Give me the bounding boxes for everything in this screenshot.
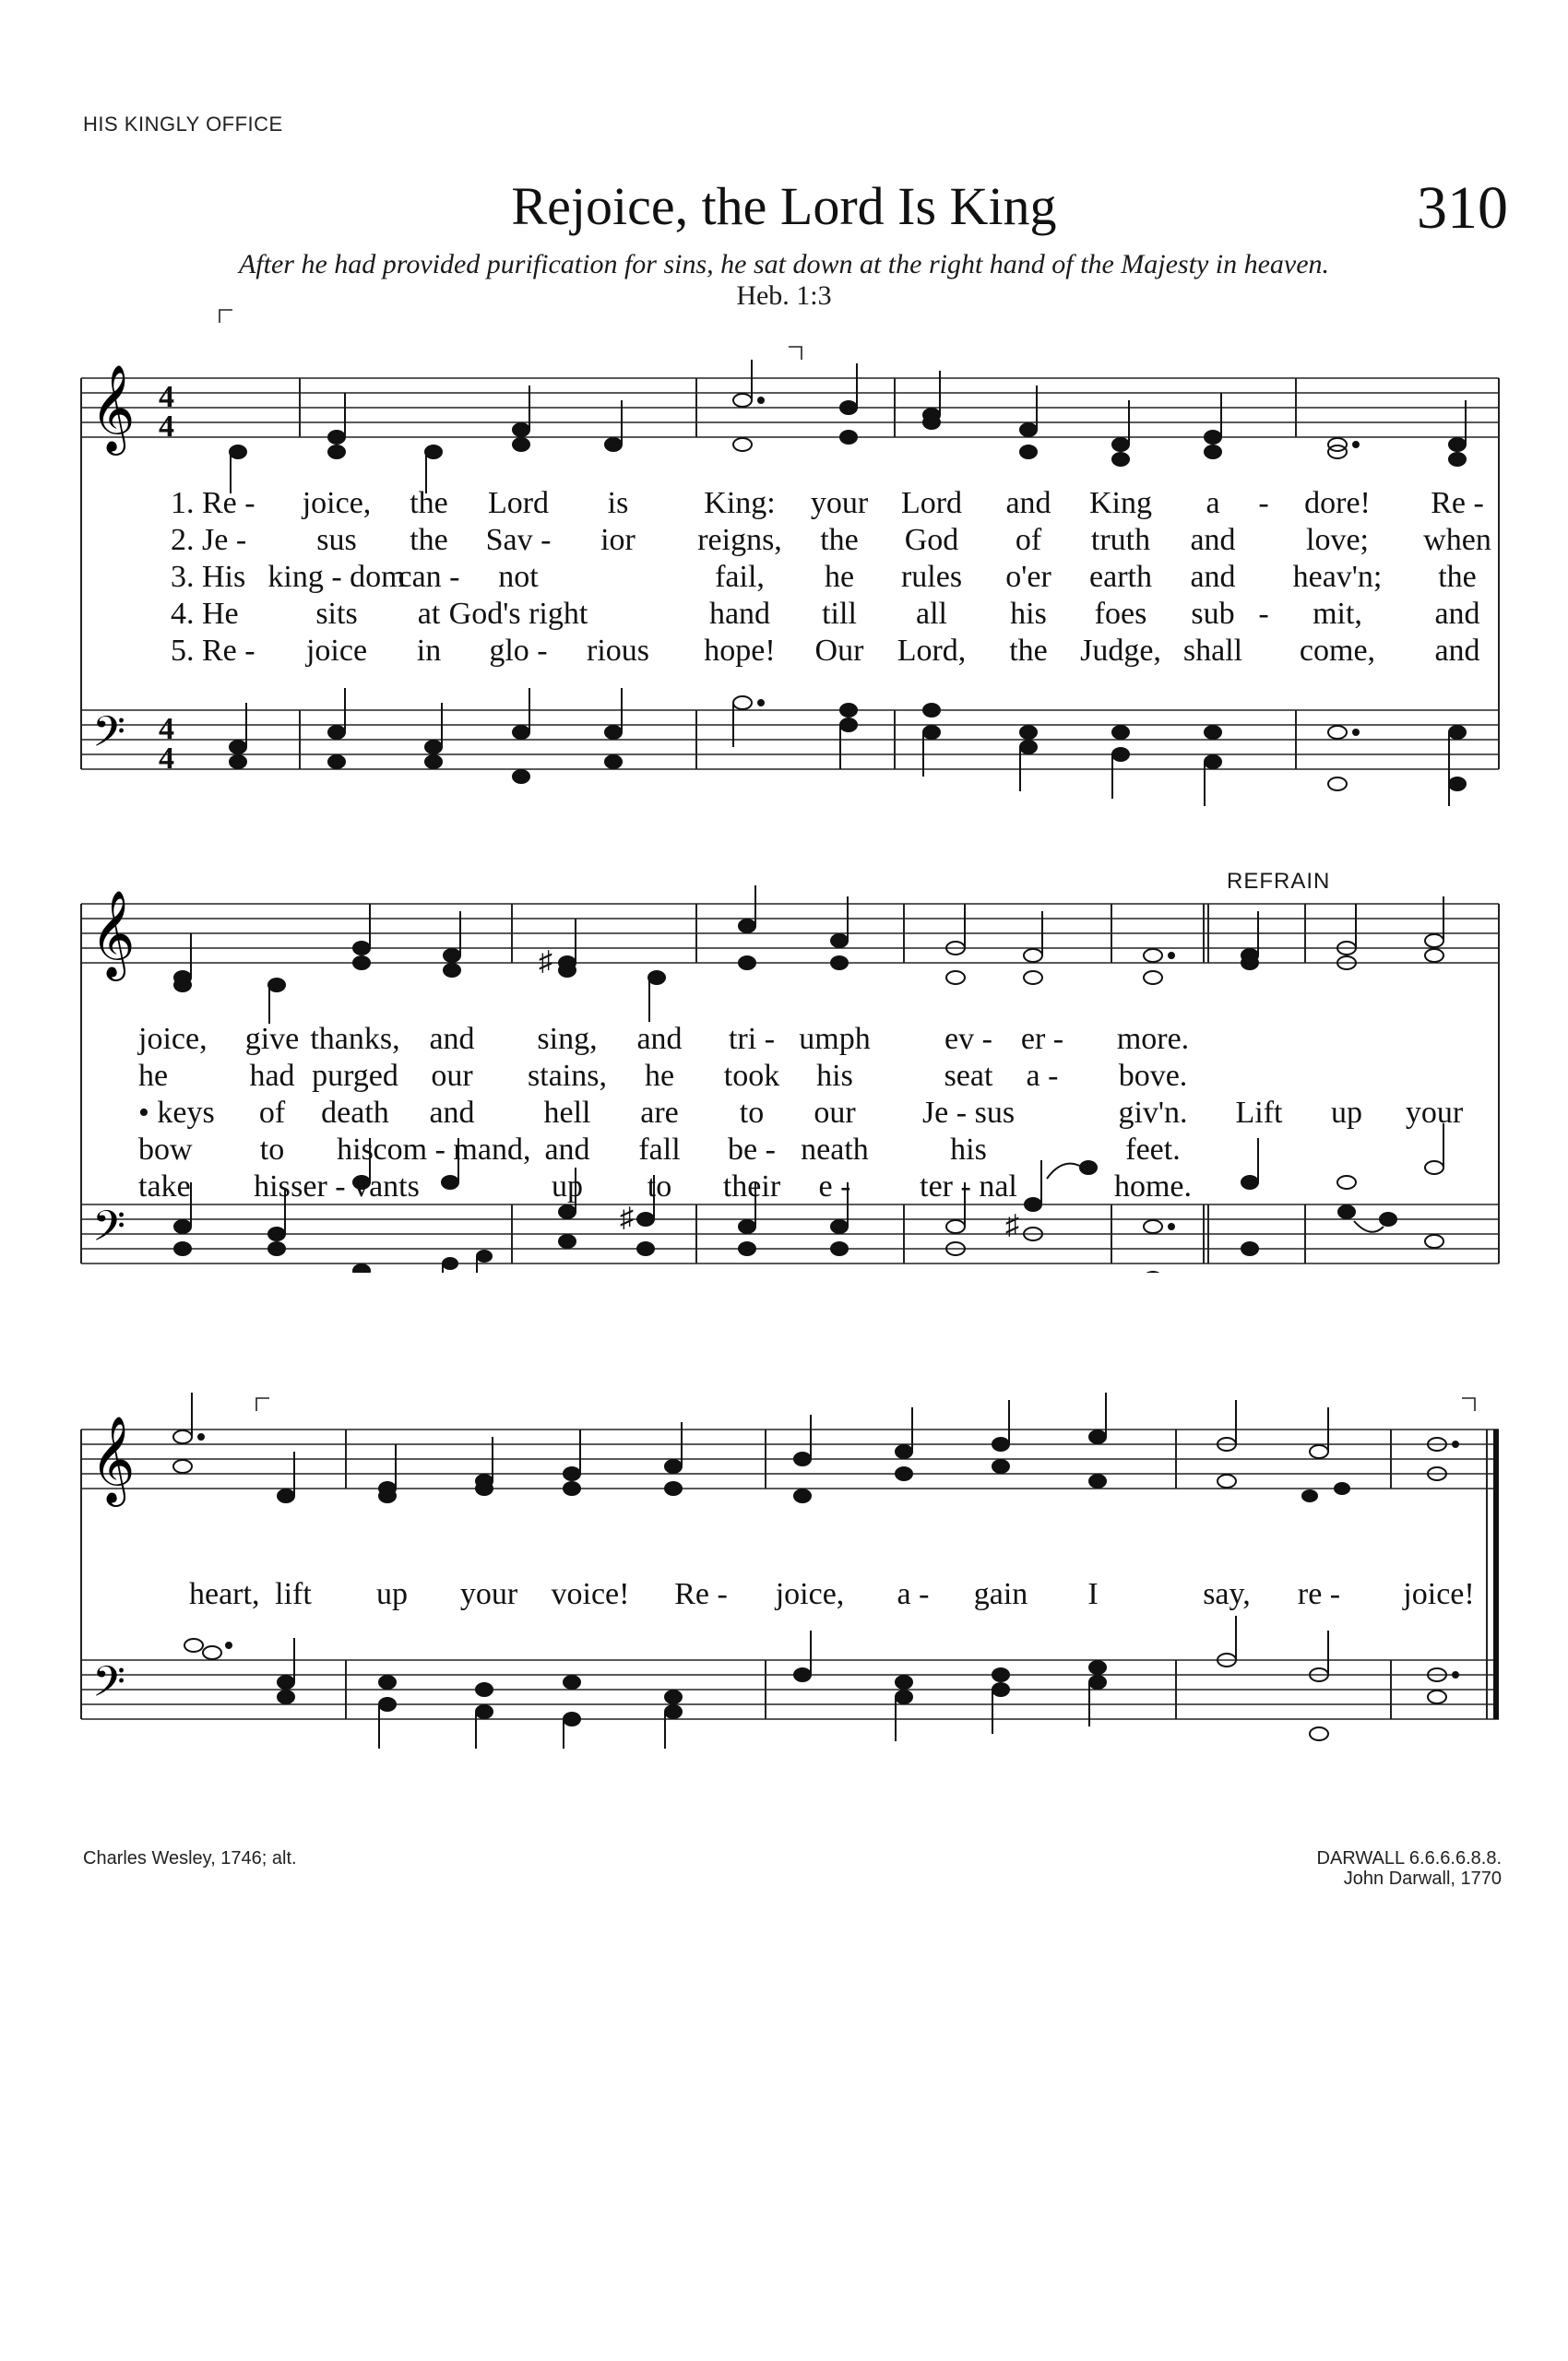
bass-clef-icon: 𝄢 [92,1202,126,1262]
lyric-syllable-verse-2: God [904,523,959,557]
lyric-syllable-verse-4: be - [728,1133,776,1167]
treble-clef-icon: 𝄞 [90,364,136,452]
epigraph-text: After he had provided purification for sins, he sat down at the right hand of the Majesty in heaven. [238,249,1330,279]
lyric-syllable-verse-3: • keys [138,1096,215,1130]
system-2-music [0,885,1568,1273]
lyric-syllable-verse-3: earth [1089,560,1152,594]
lyric-syllable-verse-5: ter - nal [920,1169,1017,1204]
lyric-syllable-verse-3: our [814,1096,856,1130]
lyric-syllable-verse-4: feet. [1125,1133,1181,1167]
lyric-syllable-verse-1: the [410,486,448,520]
lyric-syllable-verse-2: Sav - [485,523,552,557]
lyric-syllable-verse-5: in [416,634,442,668]
text-credit: Charles Wesley, 1746; alt. [83,1848,297,1869]
lyric-syllable-verse-3: heav'n; [1292,560,1383,594]
system-3-treble-notes [173,1393,1458,1502]
system-2-treble-staff [81,904,1499,963]
lyric-syllable-verse-5: Judge, [1080,634,1161,668]
lyric-syllable: gain [973,1577,1028,1611]
lyric-syllable-verse-1: - [1258,486,1269,520]
lyric-syllable-verse-2: and [1190,523,1236,557]
system-3-music [0,1383,1568,1752]
lyric-syllable-verse-4: all [916,597,947,631]
lyric-syllable-verse-2: his [816,1059,853,1093]
lyric-syllable-verse-1: is [607,486,629,520]
treble-clef-icon: 𝄞 [90,1416,136,1503]
lyric-syllable-verse-4: his [1010,597,1047,631]
lyric-syllable-verse-3: hell [543,1096,591,1130]
lyric-syllable: say, [1203,1577,1251,1611]
treble-clef-icon: 𝄞 [90,890,136,978]
lyric-syllable-verse-2: when [1423,523,1491,557]
lyric-syllable-verse-2: of [1015,523,1042,557]
lyric-syllable-verse-3: to [739,1096,765,1130]
lyric-syllable-verse-2: he [138,1059,169,1093]
lyric-syllable-verse-1: Lord [900,486,963,520]
lyric-syllable-verse-2: truth [1090,523,1151,557]
system-2-bass-staff [81,1204,1499,1264]
lyric-syllable: joice, [775,1577,845,1611]
lyric-syllable-verse-2: the [410,523,448,557]
lyric-syllable-verse-3: 3. His [171,560,246,594]
lyric-syllable-verse-5: take [138,1169,191,1204]
lyric-syllable-verse-1: ev - [944,1022,992,1056]
lyric-syllable-verse-5: joice [305,634,368,668]
lyric-syllable-verse-3: fail, [715,560,765,594]
hymn-number: 310 [1417,174,1508,242]
lyric-syllable-verse-1: and [636,1022,683,1056]
lyric-syllable-verse-3: o'er [1005,560,1051,594]
lyric-syllable-verse-4: to [259,1133,285,1167]
svg-text:4: 4 [159,380,174,414]
system-3-bass-notes [184,1616,1458,1749]
lyric-syllable: a - [897,1577,930,1611]
tune-credits [1317,1848,1502,1889]
lyric-syllable-verse-5: rious [587,634,649,668]
lyric-syllable-verse-1: more. [1116,1022,1190,1056]
lyric-syllable-verse-2: our [431,1059,473,1093]
lyric-syllable-verse-1: and [429,1022,475,1056]
lyric-syllable-verse-3: Je - sus [921,1096,1016,1130]
svg-text:4: 4 [159,409,174,444]
lyric-syllable: heart, [189,1577,260,1611]
lyric-syllable-verse-1: give [244,1022,300,1056]
svg-text:4: 4 [159,742,174,776]
lyric-syllable-verse-5: shall [1182,634,1243,668]
lyric-syllable-verse-2: stains, [528,1059,607,1093]
lyric-syllable-verse-2: had [249,1059,295,1093]
lyric-syllable-verse-1: your [810,486,869,520]
epigraph [231,249,1337,312]
lyric-syllable-verse-4: neath [801,1133,869,1167]
lyric-syllable-verse-5: his [254,1169,291,1204]
lyric-syllable-verse-4: - [1258,597,1269,631]
lyric-syllable: your [459,1577,518,1611]
system-3-barlines [81,1430,1487,1719]
lyric-syllable-verse-3: rules [900,560,963,594]
svg-text:♯: ♯ [539,946,552,977]
lyric-syllable-verse-1: sing, [537,1022,598,1056]
lyric-syllable-verse-3: giv'n. [1118,1096,1188,1130]
lyric-syllable-verse-2: reigns, [697,523,782,557]
lyric-syllable: voice! [551,1577,630,1611]
lyric-syllable-verse-5: Our [814,634,864,668]
lyric-syllable-verse-5: their [722,1169,781,1204]
lyric-syllable: I [1087,1577,1099,1611]
lyric-syllable: joice! [1403,1577,1475,1611]
lyric-syllable-verse-1: thanks, [310,1022,400,1056]
lyric-syllable-verse-2: 2. Je - [171,523,247,557]
lyric-syllable-verse-5: Lord, [897,634,967,668]
lyric-syllable-verse-3: the [1438,560,1477,594]
lyric-syllable-verse-5: the [1009,634,1048,668]
lyric-syllable-verse-4: and [544,1133,590,1167]
lyric-syllable-verse-4: mit, [1313,597,1362,631]
lyric-syllable-verse-3: Lift [1235,1096,1283,1130]
system-2-treble-notes [174,885,1443,1024]
lyric-syllable: lift [275,1577,312,1611]
lyric-syllable-verse-3: not [498,560,539,594]
lyric-syllable-verse-1: joice, [302,486,372,520]
bass-clef-icon: 𝄢 [92,1657,126,1717]
lyric-syllable-verse-1: and [1005,486,1051,520]
lyric-syllable-verse-2: bove. [1118,1059,1188,1093]
lyric-syllable-verse-4: foes [1094,597,1147,631]
lyric-syllable-verse-3: of [258,1096,286,1130]
lyric-syllable-verse-4: at [417,597,441,631]
lyric-syllable-verse-4: bow [138,1133,193,1167]
lyric-syllable-verse-2: a - [1026,1059,1059,1093]
system-1-bass-staff [81,710,1499,769]
lyric-syllable-verse-4: till [822,597,857,631]
lyric-syllable: Re - [674,1577,728,1611]
lyric-syllable-verse-3: king - dom [267,560,406,594]
lyric-syllable-verse-4: his [950,1133,987,1167]
lyric-syllable-verse-4: 4. He [171,597,239,631]
repeat-brackets [256,1398,1475,1411]
lyric-syllable-verse-1: er - [1020,1022,1064,1056]
lyric-syllable-verse-5: ser - vants [291,1169,420,1204]
lyric-syllable-verse-1: tri - [728,1022,776,1056]
lyric-syllable-verse-4: and [1434,597,1480,631]
hymn-title: Rejoice, the Lord Is King [511,176,1057,236]
lyric-syllable-verse-5: to [647,1169,672,1204]
lyric-syllable-verse-1: a [1206,486,1220,520]
bass-clef-icon: 𝄢 [92,707,126,767]
lyric-syllable-verse-2: he [644,1059,675,1093]
lyric-syllable-verse-4: hand [708,597,771,631]
system-1-treble-notes [230,360,1466,493]
lyric-syllable-verse-5: and [1434,634,1480,668]
lyric-syllable-verse-3: your [1405,1096,1464,1130]
lyric-syllable-verse-4: com - mand, [373,1133,531,1167]
tune-composer: John Darwall, 1770 [1343,1869,1502,1889]
refrain-label: REFRAIN [1227,869,1331,894]
system-1-treble-staff [81,378,1499,437]
lyric-syllable-verse-2: took [723,1059,780,1093]
lyric-syllable-verse-2: seat [944,1059,993,1093]
svg-text:♯: ♯ [620,1203,634,1233]
lyric-syllable-verse-2: sus [316,523,357,557]
lyric-syllable-verse-2: purged [312,1059,398,1093]
lyric-syllable-verse-4: fall [638,1133,681,1167]
lyric-syllable-verse-5: hope! [704,634,776,668]
lyric-syllable: re - [1297,1577,1341,1611]
lyric-syllable-verse-3: can - [398,560,460,594]
lyric-syllable-verse-3: up [1331,1096,1362,1130]
tune-name: DARWALL 6.6.6.6.8.8. [1316,1848,1502,1869]
lyric-syllable-verse-1: joice, [138,1022,208,1056]
lyric-syllable-verse-2: love; [1306,523,1369,557]
lyric-syllable-verse-3: are [640,1096,679,1130]
lyric-syllable-verse-2: ior [600,523,636,557]
svg-text:4: 4 [159,712,174,746]
lyric-syllable-verse-5: home. [1113,1169,1193,1204]
lyric-syllable-verse-4: his [337,1133,374,1167]
lyric-syllable-verse-5: come, [1299,634,1376,668]
lyric-syllable-verse-1: King [1089,486,1152,520]
lyric-syllable-verse-1: 1. Re - [171,486,255,520]
lyric-syllable-verse-4: God's right [448,597,588,631]
svg-text:♯: ♯ [1005,1210,1019,1240]
lyric-syllable-verse-3: and [429,1096,475,1130]
section-label: HIS KINGLY OFFICE [83,113,283,136]
epigraph-reference: Heb. 1:3 [736,280,832,311]
system-1-bass-notes [230,688,1466,806]
lyric-syllable-verse-1: King: [704,486,776,520]
lyric-syllable-verse-5: up [552,1169,583,1204]
lyric-syllable-verse-2: the [820,523,859,557]
lyric-syllable-verse-3: and [1190,560,1236,594]
lyric-syllable: up [376,1577,408,1611]
lyric-syllable-verse-3: he [824,560,855,594]
repeat-brackets [220,310,802,360]
lyric-syllable-verse-3: death [321,1096,389,1130]
lyric-syllable-verse-5: glo - [489,634,548,668]
lyric-syllable-verse-4: sub [1191,597,1235,631]
lyric-syllable-verse-1: umph [799,1022,871,1056]
lyric-syllable-verse-5: e - [818,1169,851,1204]
lyric-syllable-verse-1: dore! [1304,486,1371,520]
lyric-syllable-verse-5: 5. Re - [171,634,255,668]
lyric-syllable-verse-4: sits [315,597,358,631]
lyric-syllable-verse-1: Re - [1431,486,1484,520]
lyric-syllable-verse-1: Lord [487,486,550,520]
